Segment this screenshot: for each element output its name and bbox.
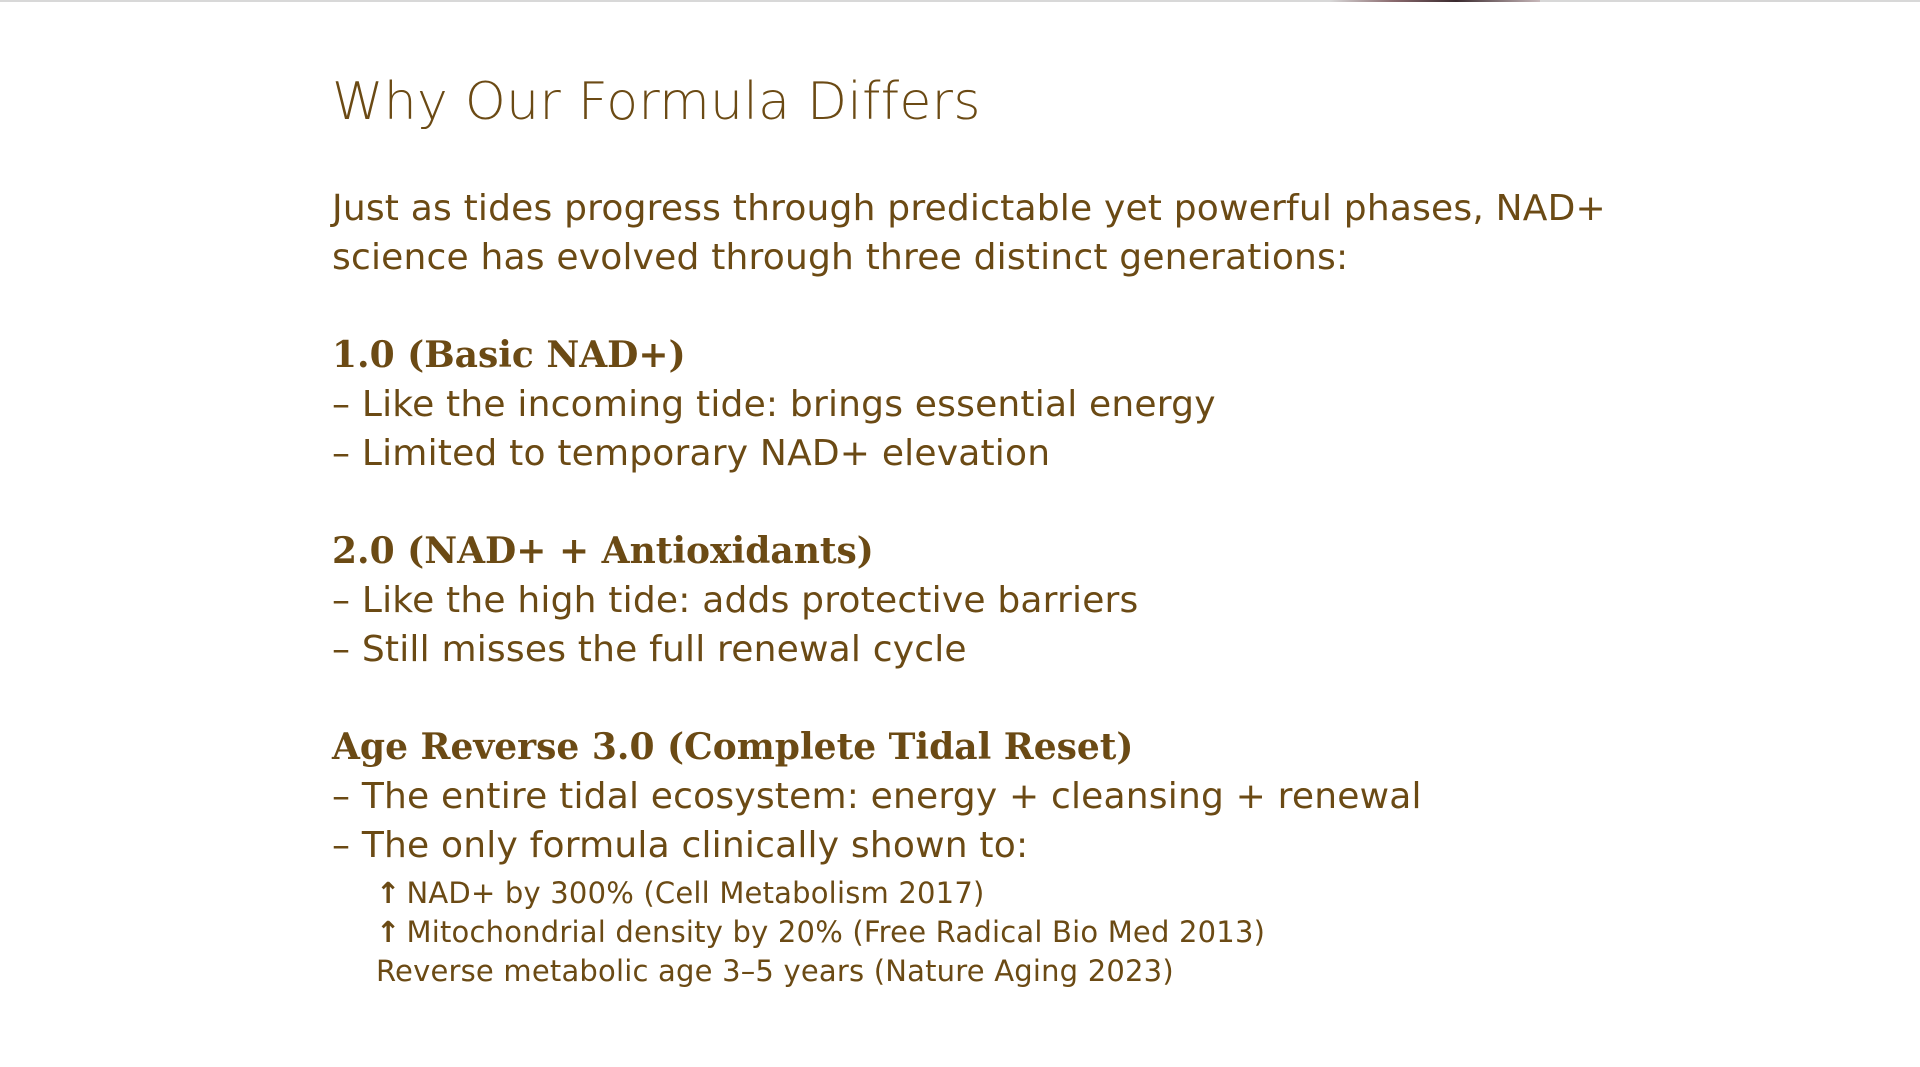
- clinical-result-metabolic-age-text: Reverse metabolic age 3–5 years (Nature Aging 2023): [376, 954, 1174, 988]
- clinical-result-metabolic-age: [376, 952, 1632, 991]
- up-arrow-icon: ↑: [376, 915, 401, 949]
- generation-3-point-1: – The entire tidal ecosystem: energy + cleansing + renewal: [332, 776, 1422, 817]
- clinical-result-mitochondrial: [376, 913, 1632, 952]
- generation-3-heading: Age Reverse 3.0 (Complete Tidal Reset): [332, 726, 1134, 768]
- generation-1-point-2: – Limited to temporary NAD+ elevation: [332, 433, 1051, 474]
- slide-title: Why Our Formula Differs: [332, 72, 981, 132]
- top-accent-bar: [1330, 0, 1540, 2]
- spacer: [332, 282, 1632, 331]
- generation-3-point-2: – The only formula clinically shown to:: [332, 825, 1029, 866]
- slide-content: [332, 66, 1632, 991]
- clinical-result-nad: [376, 874, 1632, 913]
- clinical-result-mitochondrial-text: Mitochondrial density by 20% (Free Radical Bio Med 2013): [406, 915, 1266, 949]
- generation-2-block: [332, 527, 1632, 674]
- generation-1-heading: 1.0 (Basic NAD+): [332, 334, 686, 376]
- clinical-result-nad-text: NAD+ by 300% (Cell Metabolism 2017): [406, 876, 985, 910]
- generation-2-point-2: – Still misses the full renewal cycle: [332, 629, 967, 670]
- intro-line-1: Just as tides progress through predictable yet powerful phases, NAD+: [332, 188, 1606, 229]
- spacer: [332, 674, 1632, 723]
- generation-2-heading: 2.0 (NAD+ + Antioxidants): [332, 530, 874, 572]
- generation-2-point-1: – Like the high tide: adds protective barriers: [332, 580, 1139, 621]
- generation-1-block: [332, 331, 1632, 478]
- up-arrow-icon: ↑: [376, 876, 401, 910]
- spacer: [332, 478, 1632, 527]
- clinical-results-list: [376, 874, 1632, 991]
- generation-1-point-1: – Like the incoming tide: brings essential energy: [332, 384, 1216, 425]
- top-divider: [0, 0, 1920, 2]
- generation-3-block: [332, 723, 1632, 991]
- intro-line-2: science has evolved through three distinct generations:: [332, 237, 1349, 278]
